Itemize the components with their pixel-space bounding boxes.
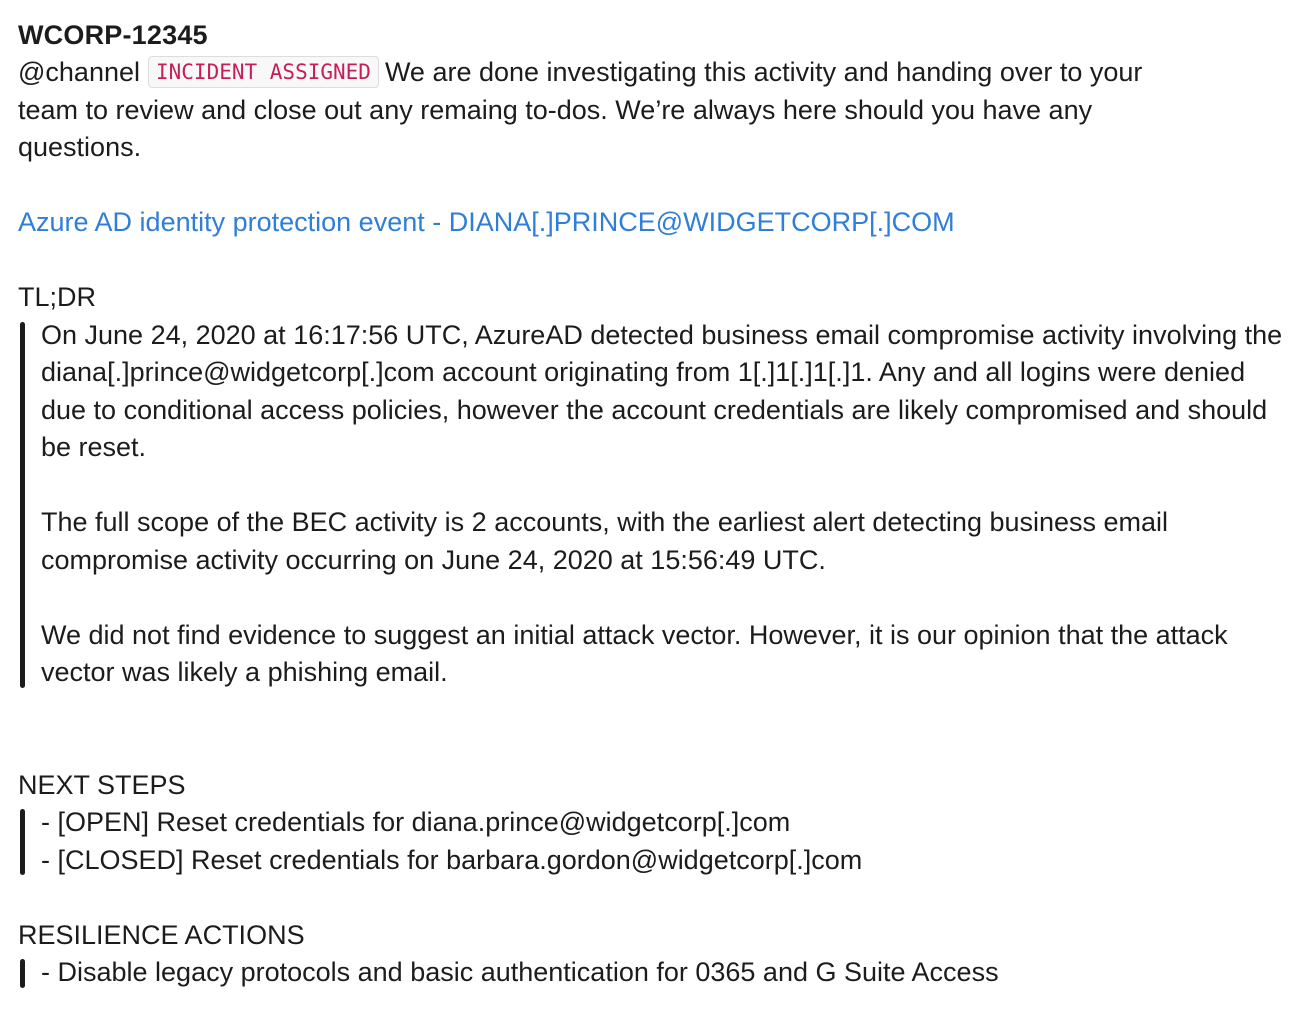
resilience-item-1: - Disable legacy protocols and basic authentication for 0365 and G Suite Access: [41, 957, 999, 987]
intro-line: [18, 54, 1178, 167]
tldr-paragraph-2: The full scope of the BEC activity is 2 accounts, with the earliest alert detecting business email compromise activity occurring on June 24, 2020 at 15:56:49 UTC.: [41, 507, 1169, 575]
incident-assigned-tag: INCIDENT ASSIGNED: [148, 56, 379, 88]
tldr-paragraph-3: We did not find evidence to suggest an initial attack vector. However, it is our opinion that the attack vector was likely a phishing email.: [41, 619, 1228, 687]
event-link[interactable]: Azure AD identity protection event - DIANA[.]PRINCE@WIDGETCORP[.]COM: [18, 207, 955, 237]
tldr-quote: [18, 317, 1286, 692]
ticket-id: WCORP-12345: [18, 20, 208, 50]
tldr-title: TL;DR: [18, 282, 97, 312]
intro-text: We are done investigating this activity and handing over to your team to review and close out any remaing to-dos. We’re always here should you have any questions.: [18, 57, 1143, 162]
event-link-line: [18, 204, 1288, 242]
spacer: [18, 167, 1288, 205]
spacer: [18, 242, 1288, 280]
next-step-item-1: - [OPEN] Reset credentials for diana.prince@widgetcorp[.]com: [41, 807, 791, 837]
next-step-item-2: - [CLOSED] Reset credentials for barbara.gordon@widgetcorp[.]com: [41, 844, 863, 875]
resilience-quote: [18, 954, 1288, 992]
spacer: [18, 692, 1288, 767]
next-steps-title: NEXT STEPS: [18, 769, 186, 800]
tldr-paragraph-1: On June 24, 2020 at 16:17:56 UTC, AzureAD detected business email compromise activity involving the diana[.]prince@widgetcorp[.]com account originating from 1[.]1[.]1[.]1. Any and all logins were denied due to conditional access policies, however the account credentials are likely compromised and should be reset.: [41, 319, 1283, 462]
resilience-title: RESILIENCE ACTIONS: [18, 919, 305, 950]
spacer: [18, 879, 1288, 917]
channel-mention[interactable]: @channel: [18, 57, 140, 87]
next-steps-quote: [18, 804, 1288, 879]
